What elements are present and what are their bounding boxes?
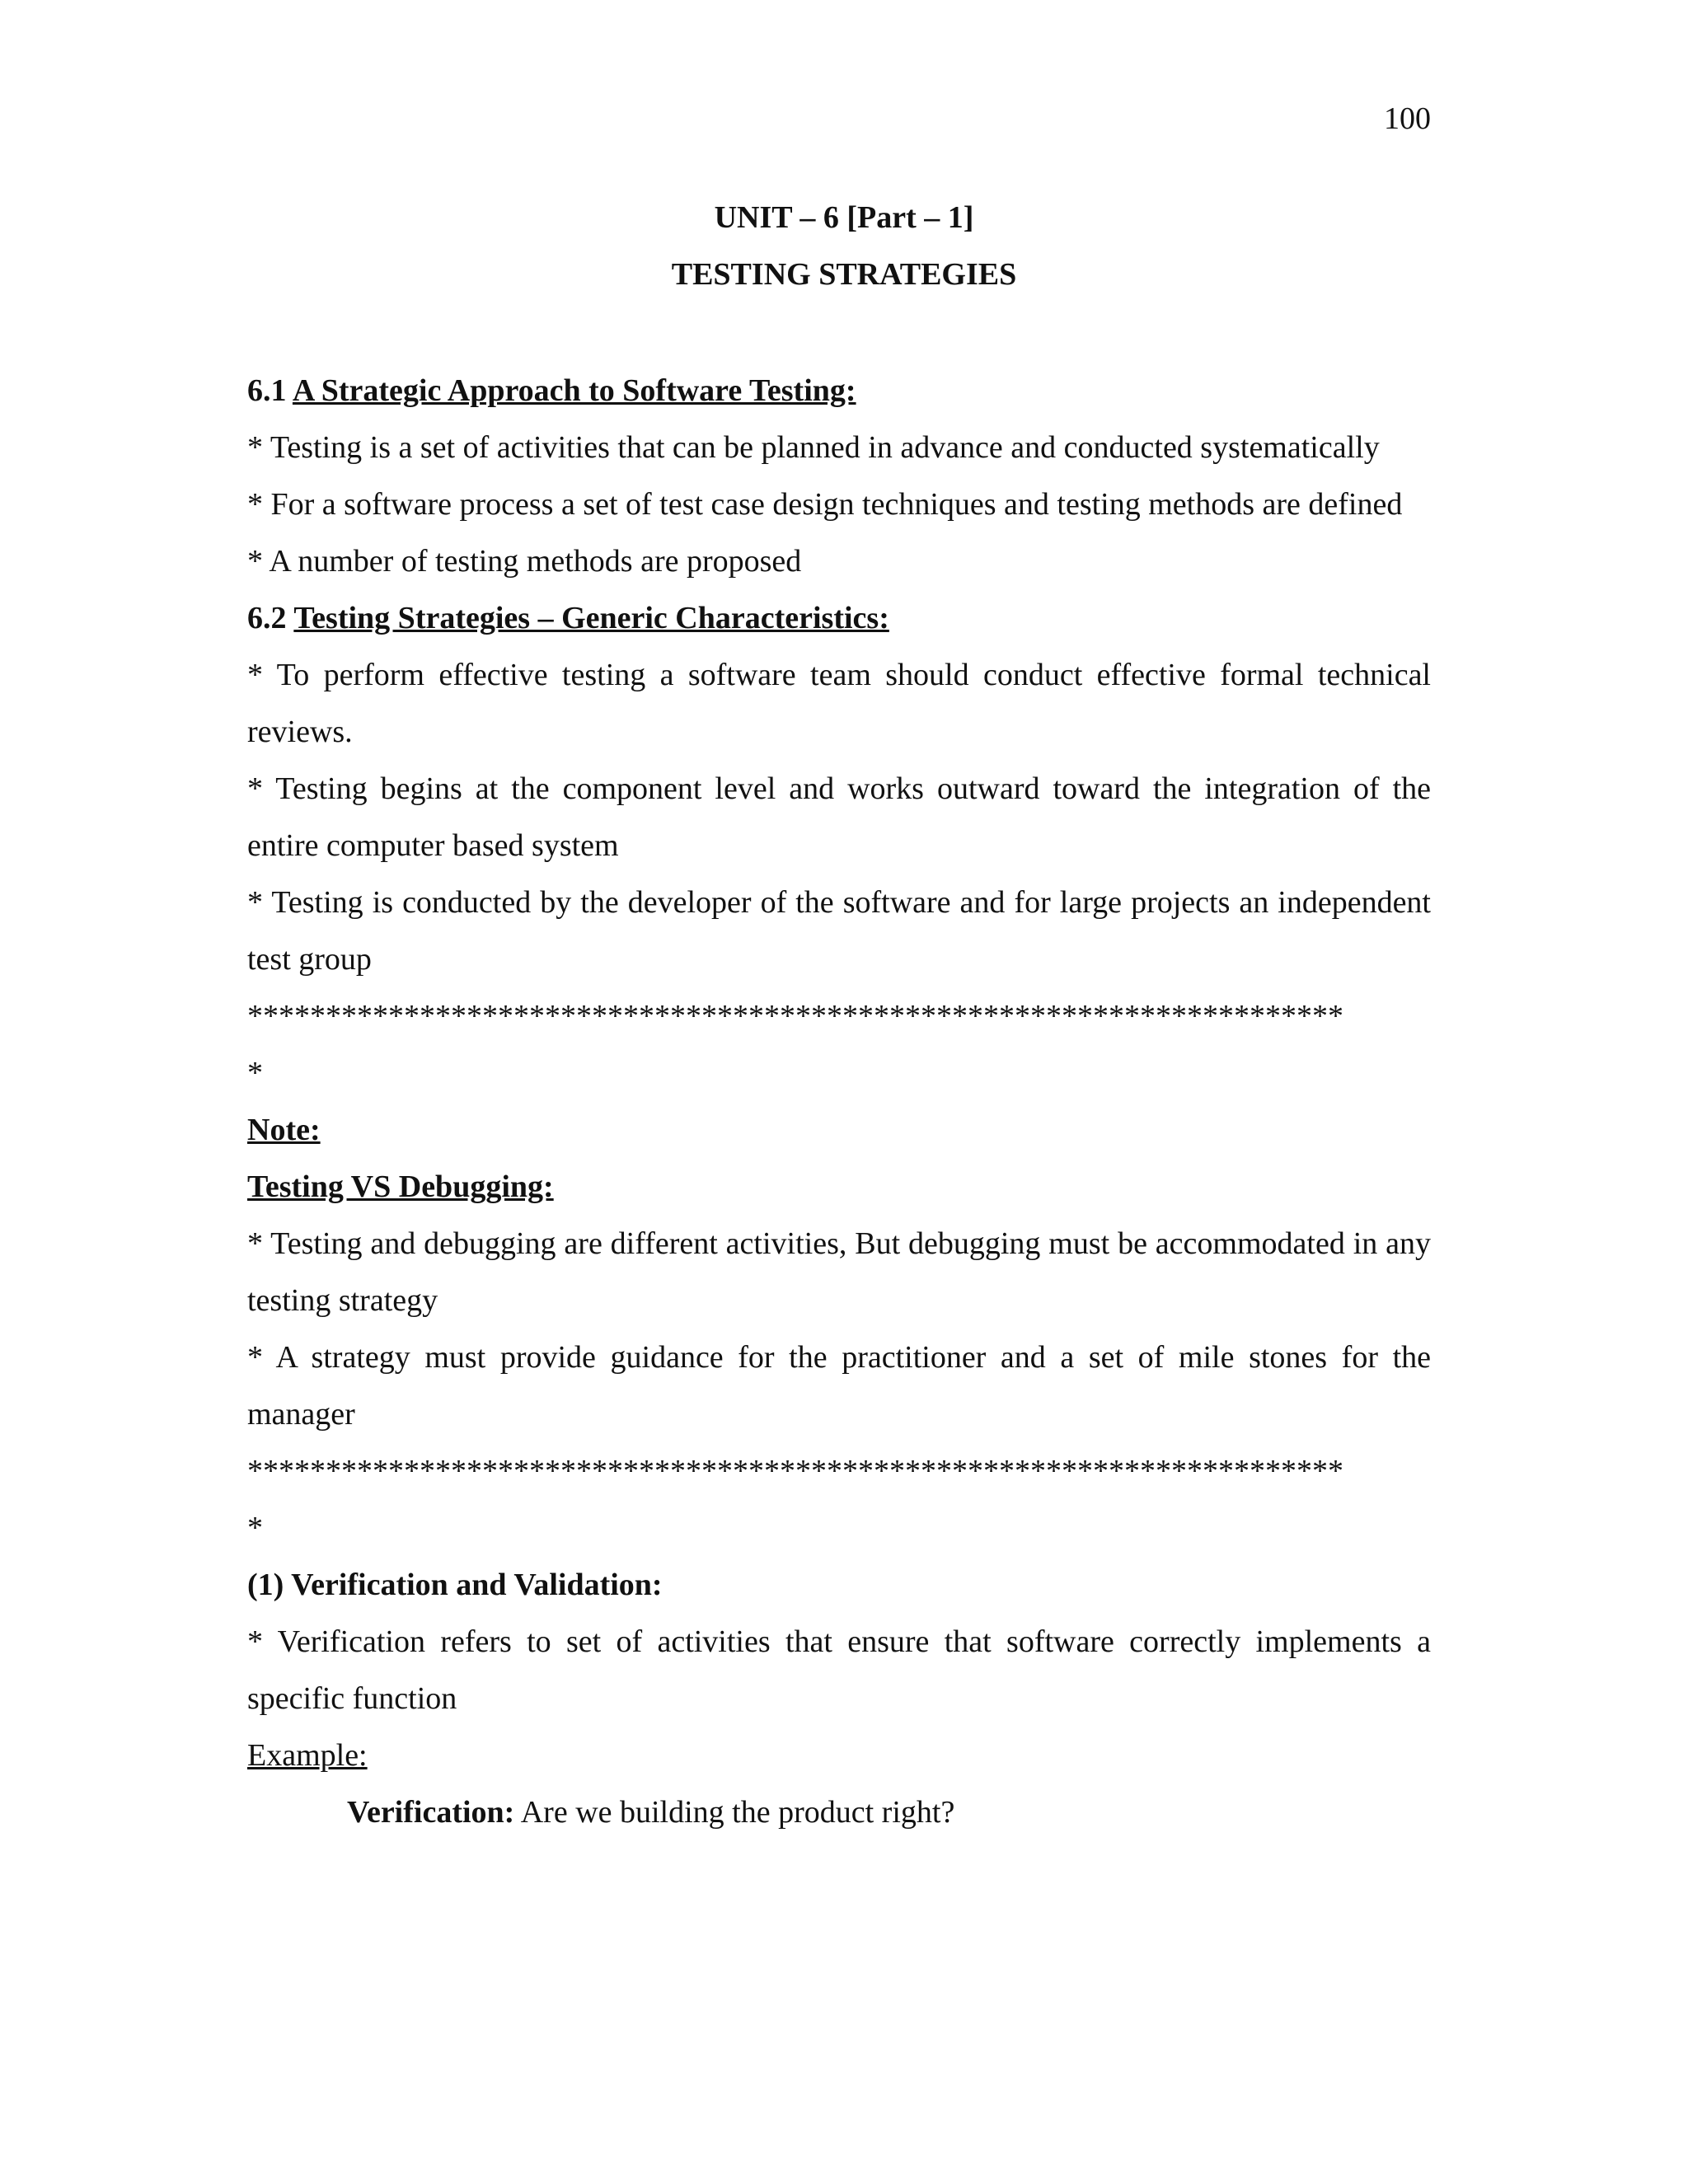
section-6-2-heading [247, 590, 1431, 647]
document-body [247, 363, 1431, 1841]
note-title: Testing VS Debugging: [247, 1169, 554, 1204]
asterisk-separator-tail: * [247, 1056, 263, 1090]
section-number: 6.2 [247, 601, 287, 635]
example-line [247, 1784, 1431, 1841]
note-label: Note: [247, 1113, 321, 1147]
page-number: 100 [1384, 101, 1431, 136]
bullet-paragraph: * A strategy must provide guidance for the practitioner and a set of mile stones for the manager [247, 1340, 1431, 1432]
section-title: Testing Strategies – Generic Characteristics: [293, 601, 889, 635]
bullet-paragraph: * Verification refers to set of activities that ensure that software correctly implements a specific function [247, 1624, 1431, 1716]
example-term: Verification: [347, 1795, 515, 1830]
bullet-paragraph: * Testing begins at the component level and works outward toward the integration of the entire computer based system [247, 771, 1431, 863]
asterisk-separator: ********************************************************************** [247, 999, 1343, 1033]
bullet-paragraph: * Testing is conducted by the developer of the software and for large projects an independent test group [247, 885, 1431, 977]
asterisk-separator-tail: * [247, 1511, 263, 1545]
section-title: A Strategic Approach to Software Testing: [292, 373, 856, 408]
chapter-title: TESTING STRATEGIES [671, 257, 1017, 292]
section-6-1-heading [247, 363, 1431, 419]
bullet-paragraph: * Testing and debugging are different activities, But debugging must be accommodated in any testing strategy [247, 1226, 1431, 1318]
unit-title: UNIT – 6 [Part – 1] [714, 200, 974, 235]
bullet-paragraph: * For a software process a set of test case design techniques and testing methods are defined [247, 487, 1403, 522]
bullet-paragraph: * Testing is a set of activities that can be planned in advance and conducted systematically [247, 430, 1380, 465]
bullet-paragraph: * A number of testing methods are proposed [247, 544, 802, 579]
example-label: Example: [247, 1738, 368, 1773]
example-text: Are we building the product right? [514, 1795, 955, 1830]
section-number: 6.1 [247, 373, 287, 408]
verification-heading: (1) Verification and Validation: [247, 1568, 663, 1602]
bullet-paragraph: * To perform effective testing a software team should conduct effective formal technical reviews. [247, 658, 1431, 749]
asterisk-separator: ********************************************************************** [247, 1454, 1343, 1488]
